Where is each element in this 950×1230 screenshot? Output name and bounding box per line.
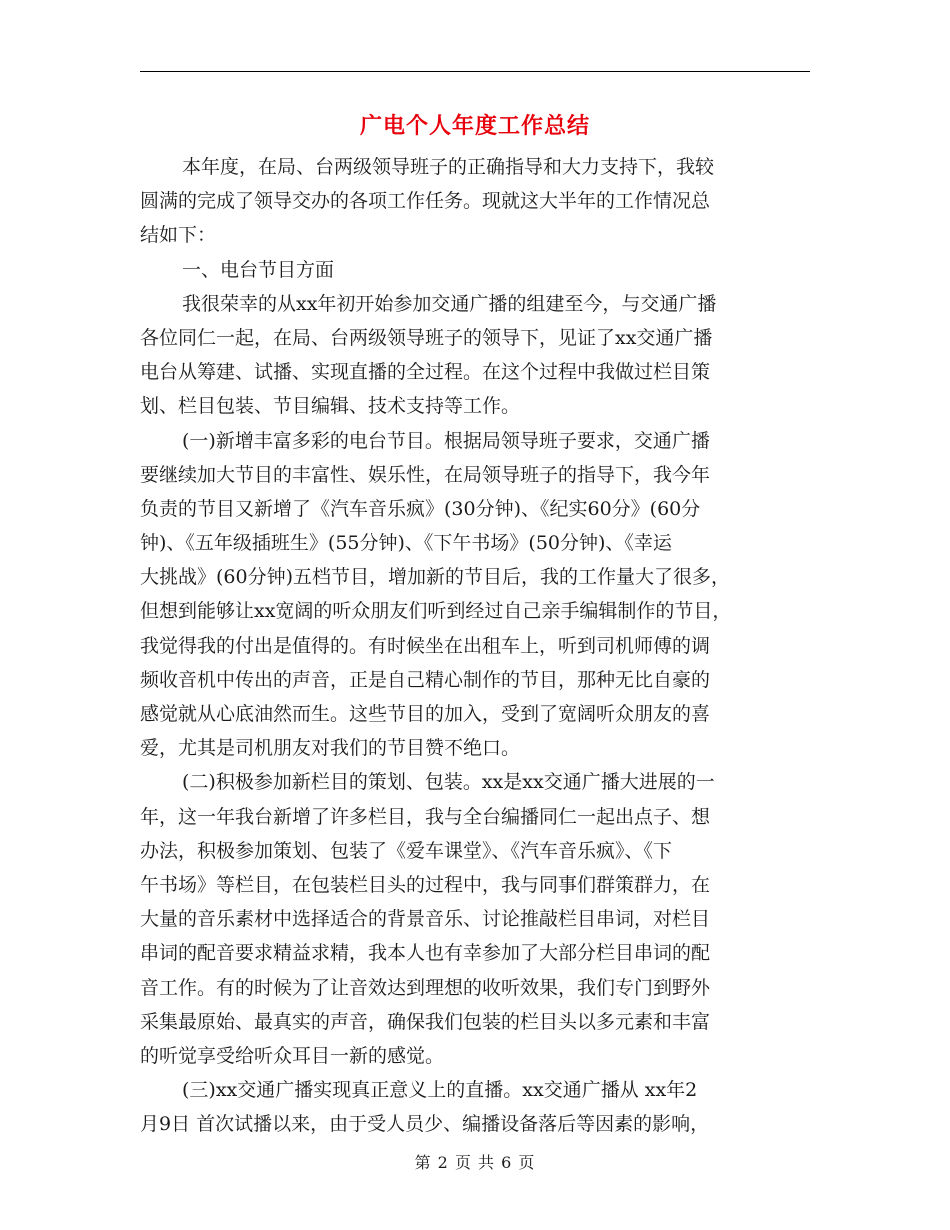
text-line: 电台从筹建、试播、实现直播的全过程。在这个过程中我做过栏目策: [140, 361, 711, 384]
text-line: 频收音机中传出的声音，正是自己精心制作的节目，那种无比自豪的: [140, 668, 711, 691]
text-line: 月9日 首次试播以来，由于受人员少、编播设备落后等因素的影响，: [140, 1113, 710, 1136]
page-number-footer: 第 2 页 共 6 页: [414, 1153, 536, 1172]
text-line: 划、栏目包装、节目编辑、技术支持等工作。: [140, 395, 521, 418]
document-body: [140, 150, 812, 1141]
text-line: 但想到能够让xx宽阔的听众朋友们听到经过自己亲手编辑制作的节目，: [140, 600, 732, 623]
text-line: 大挑战》(60分钟)五档节目，增加新的节目后，我的工作量大了很多，: [140, 566, 731, 589]
text-line: 我觉得我的付出是值得的。有时候坐在出租车上，听到司机师傅的调: [140, 634, 711, 657]
text-line: 的听觉享受给听众耳目一新的感觉。: [140, 1044, 445, 1067]
text-line: (二)积极参加新栏目的策划、包装。xx是xx交通广播大进展的一: [182, 771, 715, 794]
text-line: 要继续加大节目的丰富性、娱乐性，在局领导班子的指导下，我今年: [140, 463, 711, 486]
text-line: 串词的配音要求精益求精，我本人也有幸参加了大部分栏目串词的配: [140, 942, 711, 965]
text-line: 钟)、《五年级插班生》(55分钟)、《下午书场》(50分钟)、《幸运: [140, 532, 672, 555]
text-line: 爱，尤其是司机朋友对我们的节目赞不绝口。: [140, 737, 521, 760]
text-line: 大量的音乐素材中选择适合的背景音乐、讨论推敲栏目串词，对栏目: [140, 908, 711, 931]
header-rule: [140, 71, 810, 72]
text-line: 我很荣幸的从xx年初开始参加交通广播的组建至今，与交通广播: [182, 292, 717, 315]
text-line: 年，这一年我台新增了许多栏目，我与全台编播同仁一起出点子、想: [140, 805, 711, 828]
text-line: 各位同仁一起，在局、台两级领导班子的领导下，见证了xx交通广播: [140, 326, 713, 349]
text-line: 午书场》等栏目，在包装栏目头的过程中，我与同事们群策群力，在: [140, 873, 711, 896]
text-line: 感觉就从心底油然而生。这些节目的加入，受到了宽阔听众朋友的喜: [140, 703, 711, 725]
text-line: 圆满的完成了领导交办的各项工作任务。现就这大半年的工作情况总: [140, 190, 711, 213]
text-line: 本年度，在局、台两级领导班子的正确指导和大力支持下，我较: [182, 156, 715, 178]
text-line: 采集最原始、最真实的声音，确保我们包装的栏目头以多元素和丰富: [140, 1010, 711, 1033]
text-line: (三)xx交通广播实现真正意义上的直播。xx交通广播从 xx年2: [182, 1079, 698, 1102]
text-line: 办法，积极参加策划、包装了《爱车课堂》、《汽车音乐疯》、《下: [140, 839, 673, 862]
document-title: 广电个人年度工作总结: [359, 113, 590, 139]
text-line: 音工作。有的时候为了让音效达到理想的收听效果，我们专门到野外: [140, 976, 711, 999]
text-line: 一、电台节目方面: [182, 258, 335, 281]
text-line: 结如下：: [140, 224, 217, 247]
text-line: (一)新增丰富多彩的电台节目。根据局领导班子要求，交通广播: [182, 429, 710, 452]
text-line: 负责的节目又新增了《汽车音乐疯》(30分钟)、《纪实60分》(60分: [140, 497, 701, 520]
